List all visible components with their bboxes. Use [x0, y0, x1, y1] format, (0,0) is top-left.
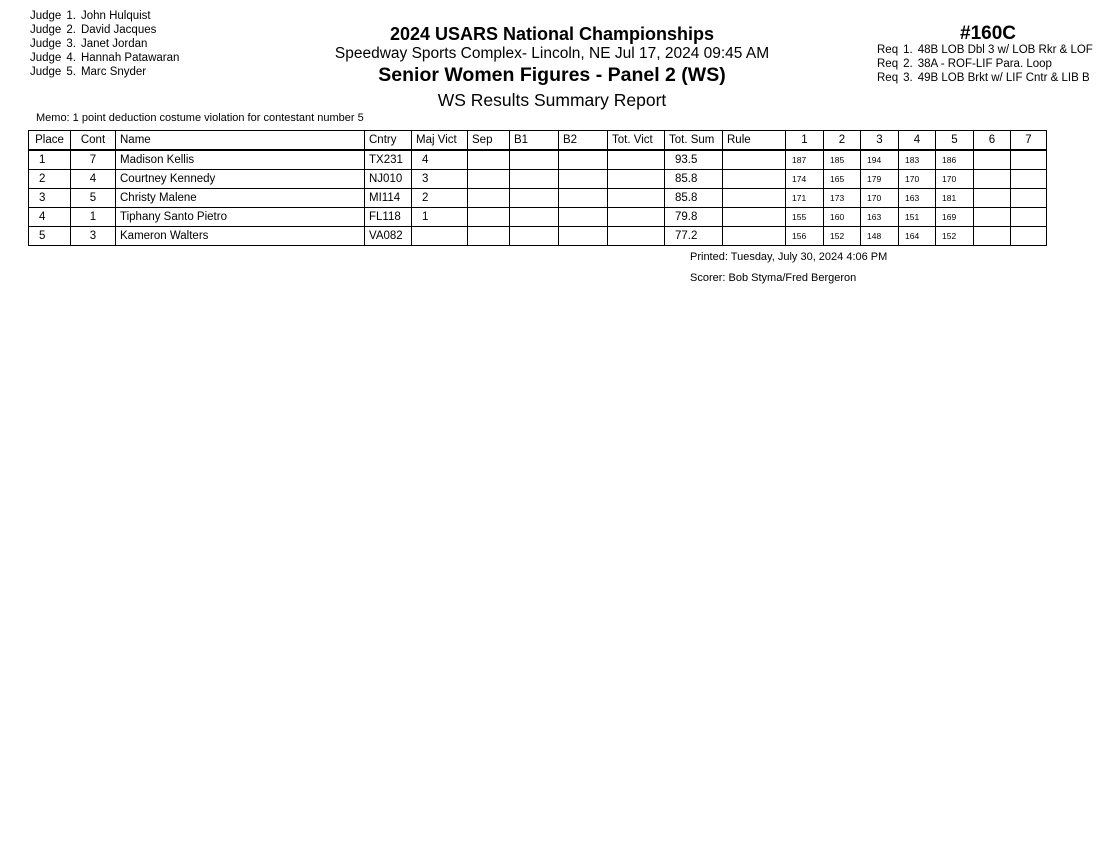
b1-cell	[510, 189, 559, 208]
requirement-line	[877, 71, 1100, 85]
requirement-line	[877, 43, 1100, 57]
table-row	[29, 170, 1047, 189]
contestant-cell: 1	[71, 208, 116, 227]
place-cell: 5	[29, 227, 71, 246]
country-cell: MI114	[365, 189, 412, 208]
maj-vict-cell: 2	[412, 189, 468, 208]
sep-cell	[468, 227, 510, 246]
venue-date: Speedway Sports Complex- Lincoln, NE Jul 17, 2024 09:45 AM	[334, 45, 770, 62]
b2-cell	[559, 208, 608, 227]
column-header: Place	[29, 131, 71, 151]
judge-label: Judge	[30, 38, 62, 50]
tot-vict-cell	[608, 208, 665, 227]
judge-score-cell: 148	[861, 227, 899, 246]
judge-name: Janet Jordan	[80, 38, 148, 50]
judge-score-cell: 185	[824, 150, 861, 170]
judge-line	[30, 65, 184, 79]
column-header: Name	[116, 131, 365, 151]
printed-date: Printed: Tuesday, July 30, 2024 4:06 PM	[690, 251, 888, 263]
column-header: Rule	[723, 131, 786, 151]
judge-score-cell: 187	[786, 150, 824, 170]
tot-sum-cell: 93.5	[665, 150, 723, 170]
judge-score-cell: 186	[936, 150, 974, 170]
name-cell: Courtney Kennedy	[116, 170, 365, 189]
tot-vict-cell	[608, 170, 665, 189]
judge-score-cell: 174	[786, 170, 824, 189]
tot-sum-cell: 77.2	[665, 227, 723, 246]
maj-vict-cell	[412, 227, 468, 246]
column-header: 1	[786, 131, 824, 151]
name-cell: Madison Kellis	[116, 150, 365, 170]
judge-line	[30, 9, 184, 23]
rule-cell	[723, 208, 786, 227]
sep-cell	[468, 150, 510, 170]
maj-vict-cell: 4	[412, 150, 468, 170]
country-cell: FL118	[365, 208, 412, 227]
country-cell: VA082	[365, 227, 412, 246]
judge-score-cell	[974, 189, 1011, 208]
table-row	[29, 150, 1047, 170]
judge-score-cell: 170	[899, 170, 936, 189]
judge-score-cell	[974, 208, 1011, 227]
table-row	[29, 227, 1047, 246]
judge-label: Judge	[30, 52, 62, 64]
b1-cell	[510, 170, 559, 189]
column-header: Tot. Sum	[665, 131, 723, 151]
judge-number: 5.	[66, 66, 76, 78]
event-number: #160C	[960, 23, 1016, 44]
judge-score-cell	[1011, 189, 1047, 208]
judge-score-cell: 165	[824, 170, 861, 189]
judge-label: Judge	[30, 10, 62, 22]
req-number: 1.	[903, 44, 913, 56]
judge-score-cell: 160	[824, 208, 861, 227]
place-cell: 2	[29, 170, 71, 189]
column-header: Tot. Vict	[608, 131, 665, 151]
maj-vict-cell: 3	[412, 170, 468, 189]
column-header: B2	[559, 131, 608, 151]
rule-cell	[723, 150, 786, 170]
table-row	[29, 189, 1047, 208]
b2-cell	[559, 150, 608, 170]
b2-cell	[559, 170, 608, 189]
rule-cell	[723, 189, 786, 208]
tot-vict-cell	[608, 227, 665, 246]
req-number: 2.	[903, 58, 913, 70]
tot-sum-cell: 85.8	[665, 189, 723, 208]
judge-score-cell	[1011, 227, 1047, 246]
country-cell: NJ010	[365, 170, 412, 189]
column-header: Cont	[71, 131, 116, 151]
place-cell: 3	[29, 189, 71, 208]
judge-line	[30, 37, 184, 51]
judges-list	[30, 9, 184, 79]
requirements-list	[877, 43, 1100, 85]
event-name: Senior Women Figures - Panel 2 (WS)	[378, 64, 726, 86]
judge-number: 1.	[66, 10, 76, 22]
maj-vict-cell: 1	[412, 208, 468, 227]
column-header: 6	[974, 131, 1011, 151]
b2-cell	[559, 227, 608, 246]
tot-vict-cell	[608, 150, 665, 170]
tot-sum-cell: 79.8	[665, 208, 723, 227]
req-text: 49B LOB Brkt w/ LIF Cntr & LIB B	[917, 72, 1090, 84]
judge-score-cell: 173	[824, 189, 861, 208]
judge-label: Judge	[30, 24, 62, 36]
contestant-cell: 3	[71, 227, 116, 246]
judge-score-cell	[974, 227, 1011, 246]
judge-name: John Hulquist	[80, 10, 151, 22]
judge-label: Judge	[30, 66, 62, 78]
judge-score-cell: 152	[936, 227, 974, 246]
place-cell: 4	[29, 208, 71, 227]
tot-sum-cell: 85.8	[665, 170, 723, 189]
req-label: Req	[877, 72, 899, 84]
judge-score-cell: 171	[786, 189, 824, 208]
place-cell: 1	[29, 150, 71, 170]
name-cell: Tiphany Santo Pietro	[116, 208, 365, 227]
column-header: Cntry	[365, 131, 412, 151]
judge-score-cell: 152	[824, 227, 861, 246]
sep-cell	[468, 208, 510, 227]
column-header: 2	[824, 131, 861, 151]
judge-score-cell: 170	[861, 189, 899, 208]
b2-cell	[559, 189, 608, 208]
judge-score-cell: 155	[786, 208, 824, 227]
judge-score-cell	[974, 150, 1011, 170]
column-header: 3	[861, 131, 899, 151]
name-cell: Kameron Walters	[116, 227, 365, 246]
country-cell: TX231	[365, 150, 412, 170]
judge-score-cell	[974, 170, 1011, 189]
table-row	[29, 208, 1047, 227]
tot-vict-cell	[608, 189, 665, 208]
column-header: Maj Vict	[412, 131, 468, 151]
sep-cell	[468, 189, 510, 208]
column-header: Sep	[468, 131, 510, 151]
judge-name: Hannah Patawaran	[80, 52, 180, 64]
judge-score-cell: 163	[861, 208, 899, 227]
req-text: 38A - ROF-LIF Para. Loop	[917, 58, 1052, 70]
judge-score-cell	[1011, 208, 1047, 227]
judge-name: David Jacques	[80, 24, 157, 36]
column-header: B1	[510, 131, 559, 151]
name-cell: Christy Malene	[116, 189, 365, 208]
judge-score-cell: 164	[899, 227, 936, 246]
judge-score-cell: 163	[899, 189, 936, 208]
memo: Memo: 1 point deduction costume violation for contestant number 5	[36, 112, 364, 124]
judge-name: Marc Snyder	[80, 66, 147, 78]
judge-number: 3.	[66, 38, 76, 50]
contestant-cell: 4	[71, 170, 116, 189]
b1-cell	[510, 150, 559, 170]
judge-number: 2.	[66, 24, 76, 36]
column-header: 4	[899, 131, 936, 151]
report-name: WS Results Summary Report	[437, 90, 667, 110]
req-number: 3.	[903, 72, 913, 84]
b1-cell	[510, 208, 559, 227]
contestant-cell: 7	[71, 150, 116, 170]
judge-line	[30, 23, 184, 37]
results-table	[28, 130, 1047, 246]
req-label: Req	[877, 58, 899, 70]
requirement-line	[877, 57, 1100, 71]
judge-score-cell	[1011, 150, 1047, 170]
rule-cell	[723, 170, 786, 189]
judge-score-cell: 183	[899, 150, 936, 170]
report-title: 2024 USARS National Championships	[389, 24, 715, 44]
judge-score-cell: 194	[861, 150, 899, 170]
column-header: 5	[936, 131, 974, 151]
judge-score-cell: 181	[936, 189, 974, 208]
column-header: 7	[1011, 131, 1047, 151]
header-row	[29, 131, 1047, 151]
judge-line	[30, 51, 184, 65]
b1-cell	[510, 227, 559, 246]
judge-number: 4.	[66, 52, 76, 64]
req-text: 48B LOB Dbl 3 w/ LOB Rkr & LOF	[917, 44, 1093, 56]
judge-score-cell: 170	[936, 170, 974, 189]
judge-score-cell: 169	[936, 208, 974, 227]
judge-score-cell: 179	[861, 170, 899, 189]
judge-score-cell: 151	[899, 208, 936, 227]
sep-cell	[468, 170, 510, 189]
contestant-cell: 5	[71, 189, 116, 208]
rule-cell	[723, 227, 786, 246]
scorer: Scorer: Bob Styma/Fred Bergeron	[690, 272, 857, 284]
judge-score-cell: 156	[786, 227, 824, 246]
judge-score-cell	[1011, 170, 1047, 189]
req-label: Req	[877, 44, 899, 56]
